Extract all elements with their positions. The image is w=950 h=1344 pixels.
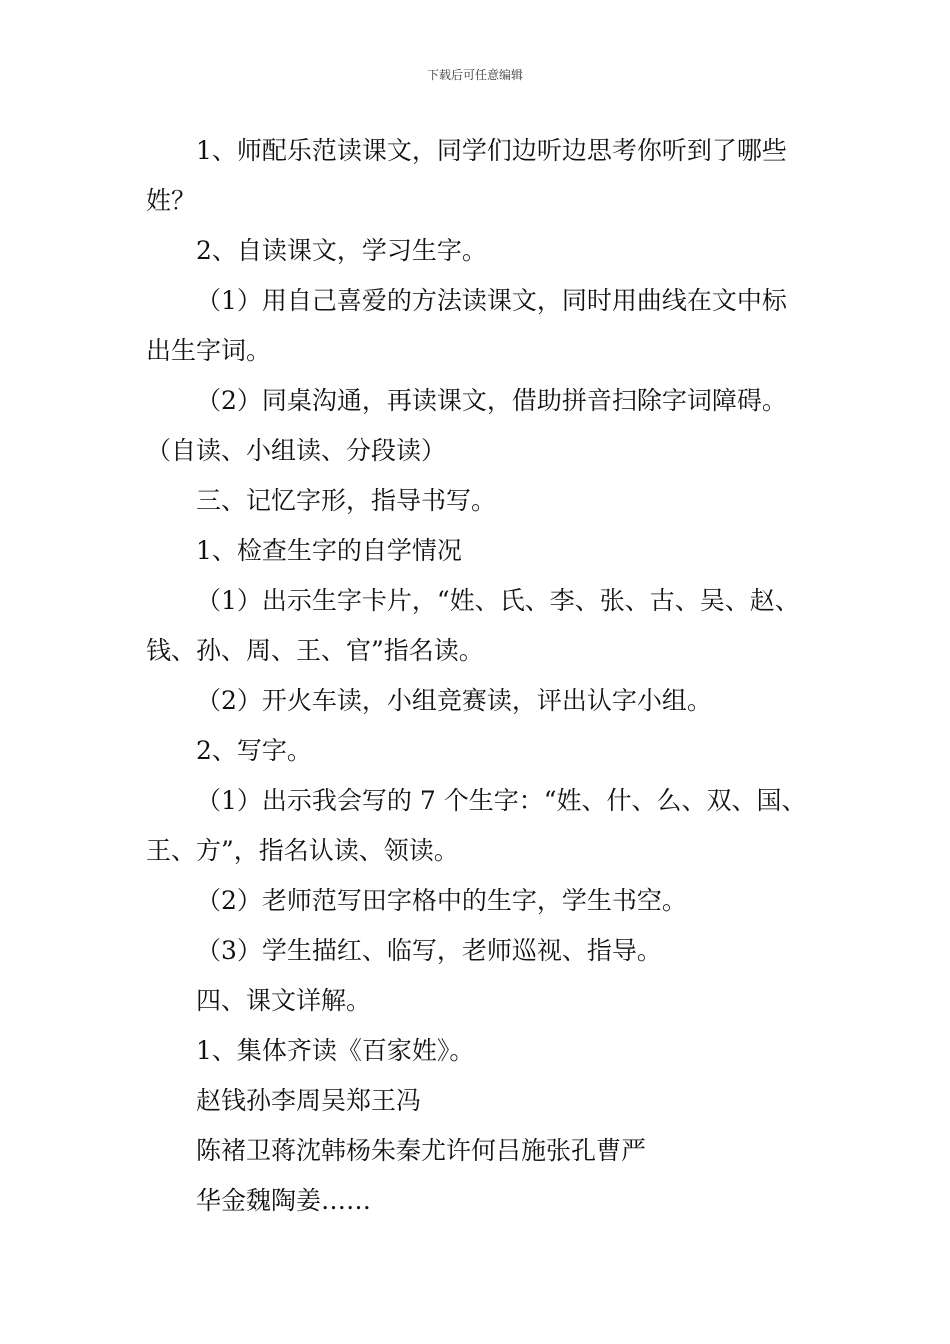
paragraph-line: 姓？	[146, 186, 197, 215]
surname-line: 陈褚卫蒋沈韩杨朱秦尤许何吕施张孔曹严	[196, 1136, 647, 1165]
paragraph-line: 出生字词。	[146, 336, 272, 365]
paragraph-line: （自读、小组读、分段读）	[146, 436, 447, 465]
paragraph-line: （1）用自己喜爱的方法读课文，同时用曲线在文中标	[196, 286, 787, 315]
paragraph-line: 1、师配乐范读课文，同学们边听边思考你听到了哪些	[196, 136, 787, 165]
surname-line: 华金魏陶姜……	[196, 1186, 372, 1215]
paragraph-line: （2）开火车读，小组竞赛读，评出认字小组。	[196, 686, 712, 715]
paragraph-line: （2）老师范写田字格中的生字，学生书空。	[196, 886, 687, 915]
section-heading: 三、记忆字形，指导书写。	[196, 486, 497, 515]
paragraph-line: （3）学生描红、临写，老师巡视、指导。	[196, 936, 662, 965]
section-heading: 四、课文详解。	[196, 986, 372, 1015]
paragraph-line: 2、写字。	[196, 736, 312, 765]
surname-line: 赵钱孙李周吴郑王冯	[196, 1086, 422, 1115]
paragraph-line: （1）出示我会写的 7 个生字：“姓、什、么、双、国、	[196, 786, 807, 815]
paragraph-line: 1、检查生字的自学情况	[196, 536, 462, 565]
page-header: 下载后可任意编辑	[426, 68, 523, 82]
paragraph-line: 2、自读课文，学习生字。	[196, 236, 487, 265]
paragraph-line: （2）同桌沟通，再读课文，借助拼音扫除字词障碍。	[196, 386, 787, 415]
paragraph-line: 1、集体齐读《百家姓》。	[196, 1036, 475, 1065]
paragraph-line: 钱、孙、周、王、官”指名读。	[146, 636, 484, 665]
paragraph-line: 王、方”，指名认读、领读。	[146, 836, 459, 865]
paragraph-line: （1）出示生字卡片，“姓、氏、李、张、古、吴、赵、	[196, 586, 800, 615]
